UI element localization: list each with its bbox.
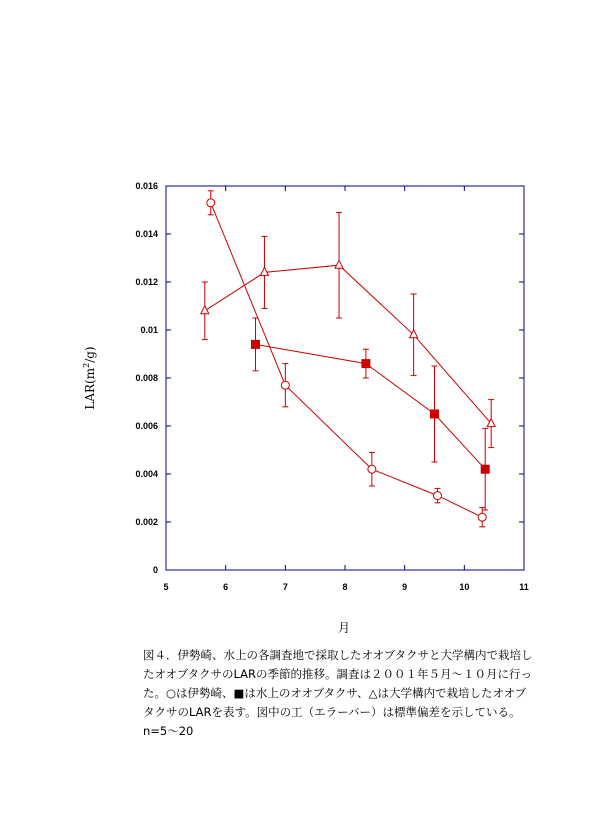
data-point-circle (433, 492, 441, 500)
data-point-circle (478, 513, 486, 521)
y-axis (135, 181, 524, 575)
data-point-triangle (260, 267, 268, 275)
y-tick-label: 0.016 (135, 181, 158, 191)
data-point-square (481, 465, 489, 473)
data-point-triangle (335, 260, 343, 268)
series-layer (201, 191, 495, 527)
y-axis-label-post: /g) (83, 346, 97, 363)
series-square-filled (252, 318, 490, 510)
data-point-square (252, 340, 260, 348)
series-circle-open (207, 191, 486, 527)
data-point-circle (368, 465, 376, 473)
x-tick-label: 6 (223, 582, 229, 592)
data-point-triangle (410, 330, 418, 338)
plot-frame (166, 186, 524, 570)
y-tick-label: 0.006 (135, 421, 158, 431)
y-tick-label: 0 (152, 565, 158, 575)
data-point-square (431, 410, 439, 418)
y-tick-label: 0.002 (135, 517, 158, 527)
y-tick-label: 0.008 (135, 373, 158, 383)
y-axis-label-sup: 2 (82, 362, 91, 368)
data-point-square (362, 360, 370, 368)
y-tick-label: 0.01 (140, 325, 158, 335)
series-line (205, 265, 491, 423)
y-tick-label: 0.004 (135, 469, 158, 479)
x-tick-label: 5 (163, 582, 169, 592)
figure-caption: 図４．伊勢崎、水上の各調査地で採取したオオブタクサと大学構内で栽培したオオブタクサのLARの季節的推移。調査は２００１年５月～１０月に行った。○は伊勢崎、■は水上のオオブタクサ、△は大学構内で栽培したオオブタクサのLARを表す。図中の工（エラーバー）は標準偏差を示している。n=5～20 (143, 648, 533, 738)
data-point-triangle (201, 306, 209, 314)
y-axis-label-pre: LAR(m (83, 367, 97, 410)
x-axis-label: 月 (337, 621, 351, 635)
x-tick-label: 10 (459, 582, 470, 592)
x-tick-label: 7 (282, 582, 288, 592)
y-tick-label: 0.012 (135, 277, 158, 287)
x-axis (163, 186, 528, 592)
data-point-circle (281, 381, 289, 389)
x-tick-label: 9 (402, 582, 408, 592)
series-triangle-open (201, 212, 495, 447)
x-tick-label: 11 (519, 582, 529, 592)
y-axis-label (82, 346, 97, 409)
x-tick-label: 8 (342, 582, 348, 592)
data-point-circle (207, 199, 215, 207)
y-tick-label: 0.014 (135, 229, 158, 239)
